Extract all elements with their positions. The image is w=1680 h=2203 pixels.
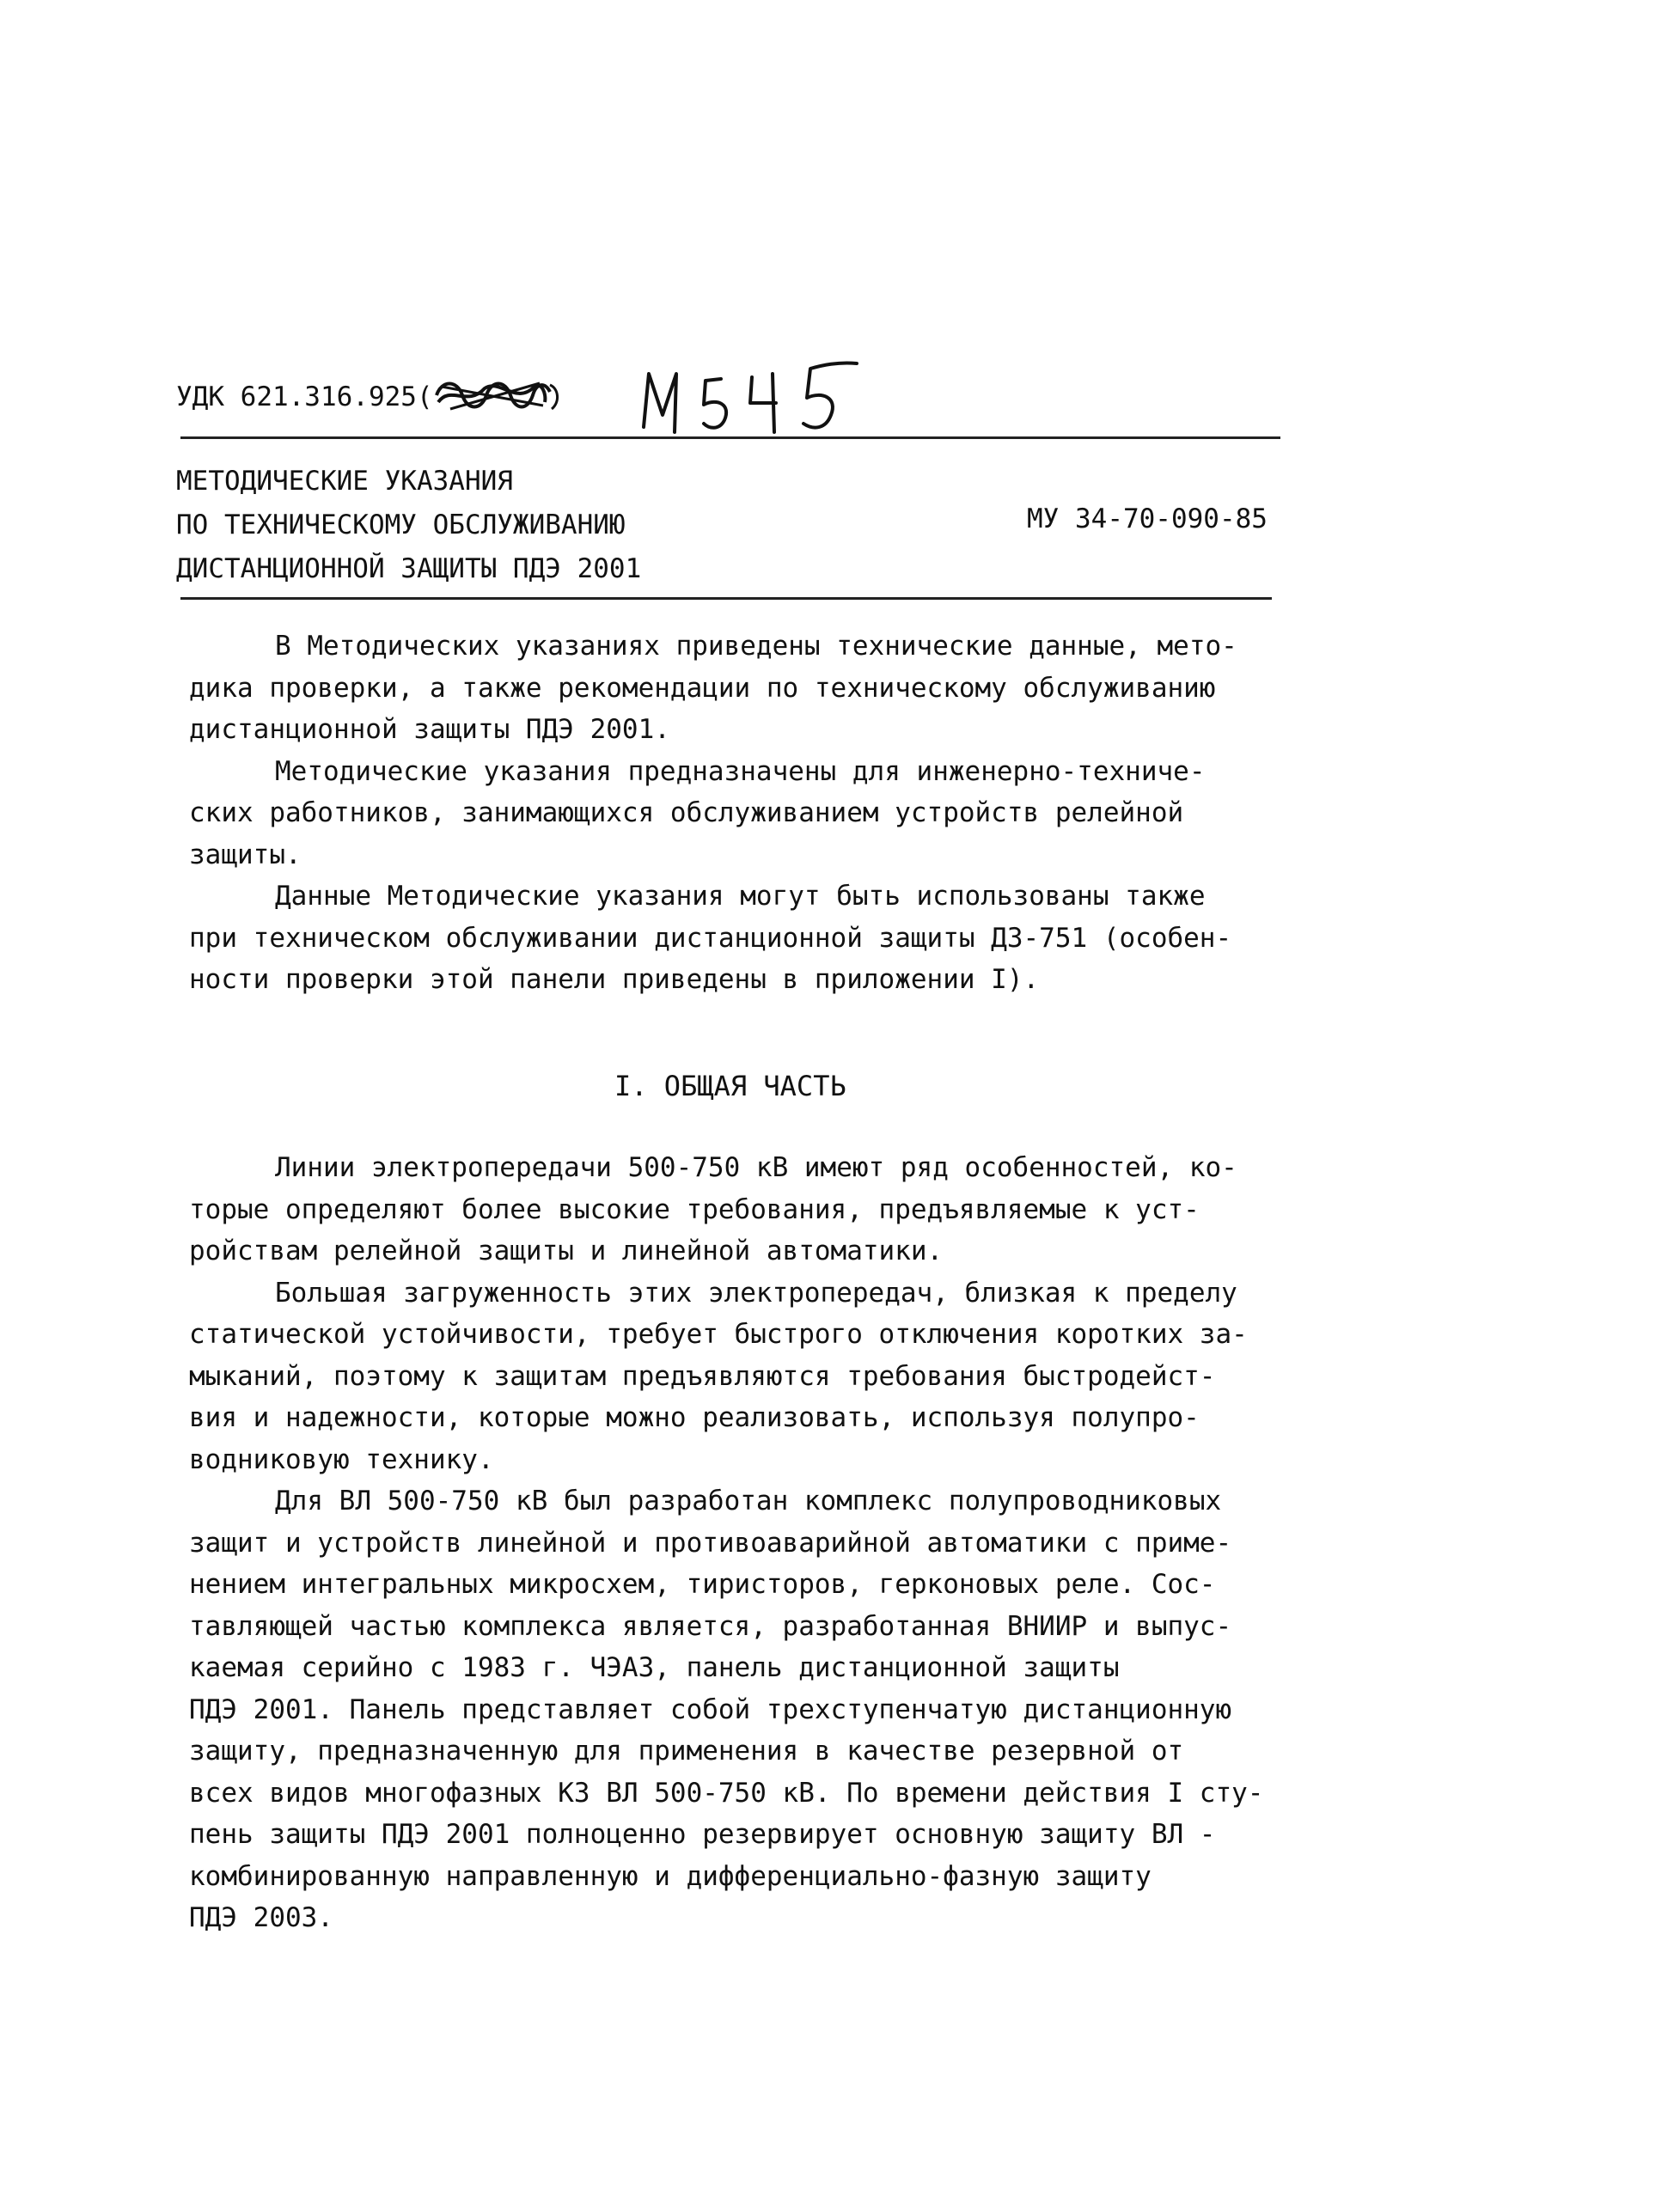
- document-code: МУ 34-70-090-85: [1027, 503, 1268, 534]
- text-line: В Методических указаниях приведены технические данные, мето-: [275, 631, 1237, 662]
- text-line: мыканий, поэтому к защитам предъявляются требования быстродейст-: [189, 1360, 1216, 1392]
- text-line: ройствам релейной защиты и линейной автоматики.: [189, 1236, 944, 1266]
- text-line: дистанционной защиты ПДЭ 2001.: [189, 714, 670, 745]
- section-heading: I. ОБЩАЯ ЧАСТЬ: [614, 1070, 846, 1102]
- text-line: Данные Методические указания могут быть использованы также: [275, 881, 1206, 912]
- text-line: Линии электропередачи 500-750 кВ имеют ряд особенностей, ко-: [275, 1152, 1237, 1183]
- text-line: при техническом обслуживании дистанционной защиты ДЗ-751 (особен-: [189, 922, 1232, 954]
- title-line: МЕТОДИЧЕСКИЕ УКАЗАНИЯ: [176, 466, 513, 497]
- text-line: пень защиты ПДЭ 2001 полноценно резервирует основную защиту ВЛ -: [189, 1819, 1216, 1850]
- text-line: защит и устройств линейной и противоаварийной автоматики с приме-: [189, 1527, 1232, 1559]
- text-line: комбинированную направленную и дифференциально-фазную защиту: [189, 1860, 1152, 1892]
- top-divider: [180, 436, 1280, 439]
- title-line: ДИСТАНЦИОННОЙ ЗАЩИТЫ ПДЭ 2001: [176, 553, 642, 584]
- text-line: ПДЭ 2001. Панель представляет собой трехступенчатую дистанционную: [189, 1693, 1232, 1725]
- struck-out-text-mark: [433, 376, 566, 414]
- handwritten-mark: [632, 348, 864, 447]
- text-line: ПДЭ 2003.: [189, 1902, 333, 1933]
- text-line: всех видов многофазных КЗ ВЛ 500-750 кВ. По времени действия I сту-: [189, 1777, 1264, 1809]
- section-body: [189, 1147, 1332, 1939]
- bottom-divider: [180, 597, 1272, 600]
- text-line: водниковую технику.: [189, 1443, 494, 1475]
- text-line: защиту, предназначенную для применения в качестве резервной от: [189, 1736, 1184, 1767]
- text-line: нением интегральных микросхем, тиристоров, герконовых реле. Сос-: [189, 1569, 1216, 1600]
- text-line: торые определяют более высокие требования, предъявляемые к уст-: [189, 1193, 1200, 1225]
- text-line: ности проверки этой панели приведены в приложении I).: [189, 964, 1040, 995]
- udk-code: УДК 621.316.925(: [176, 381, 433, 412]
- text-line: ских работников, занимающихся обслуживанием устройств релейной: [189, 797, 1184, 828]
- title-line: ПО ТЕХНИЧЕСКОМУ ОБСЛУЖИВАНИЮ: [176, 510, 626, 540]
- text-line: каемая серийно с 1983 г. ЧЭАЗ, панель дистанционной защиты: [189, 1652, 1120, 1683]
- text-line: тавляющей частью комплекса является, разработанная ВНИИР и выпус-: [189, 1610, 1232, 1642]
- text-line: вия и надежности, которые можно реализовать, используя полупро-: [189, 1402, 1200, 1433]
- text-line: Методические указания предназначены для инженерно-техниче-: [275, 755, 1206, 787]
- text-line: Большая загруженность этих электропередач, близкая к пределу: [275, 1277, 1237, 1309]
- document-title: [176, 460, 641, 591]
- text-line: Для ВЛ 500-750 кВ был разработан комплекс полупроводниковых: [275, 1486, 1222, 1516]
- text-line: статической устойчивости, требует быстрого отключения коротких за-: [189, 1319, 1248, 1350]
- abstract: [189, 626, 1332, 1001]
- text-line: дика проверки, а также рекомендации по техническому обслуживанию: [189, 672, 1216, 704]
- text-line: защиты.: [189, 839, 302, 870]
- udk-line: [176, 376, 566, 414]
